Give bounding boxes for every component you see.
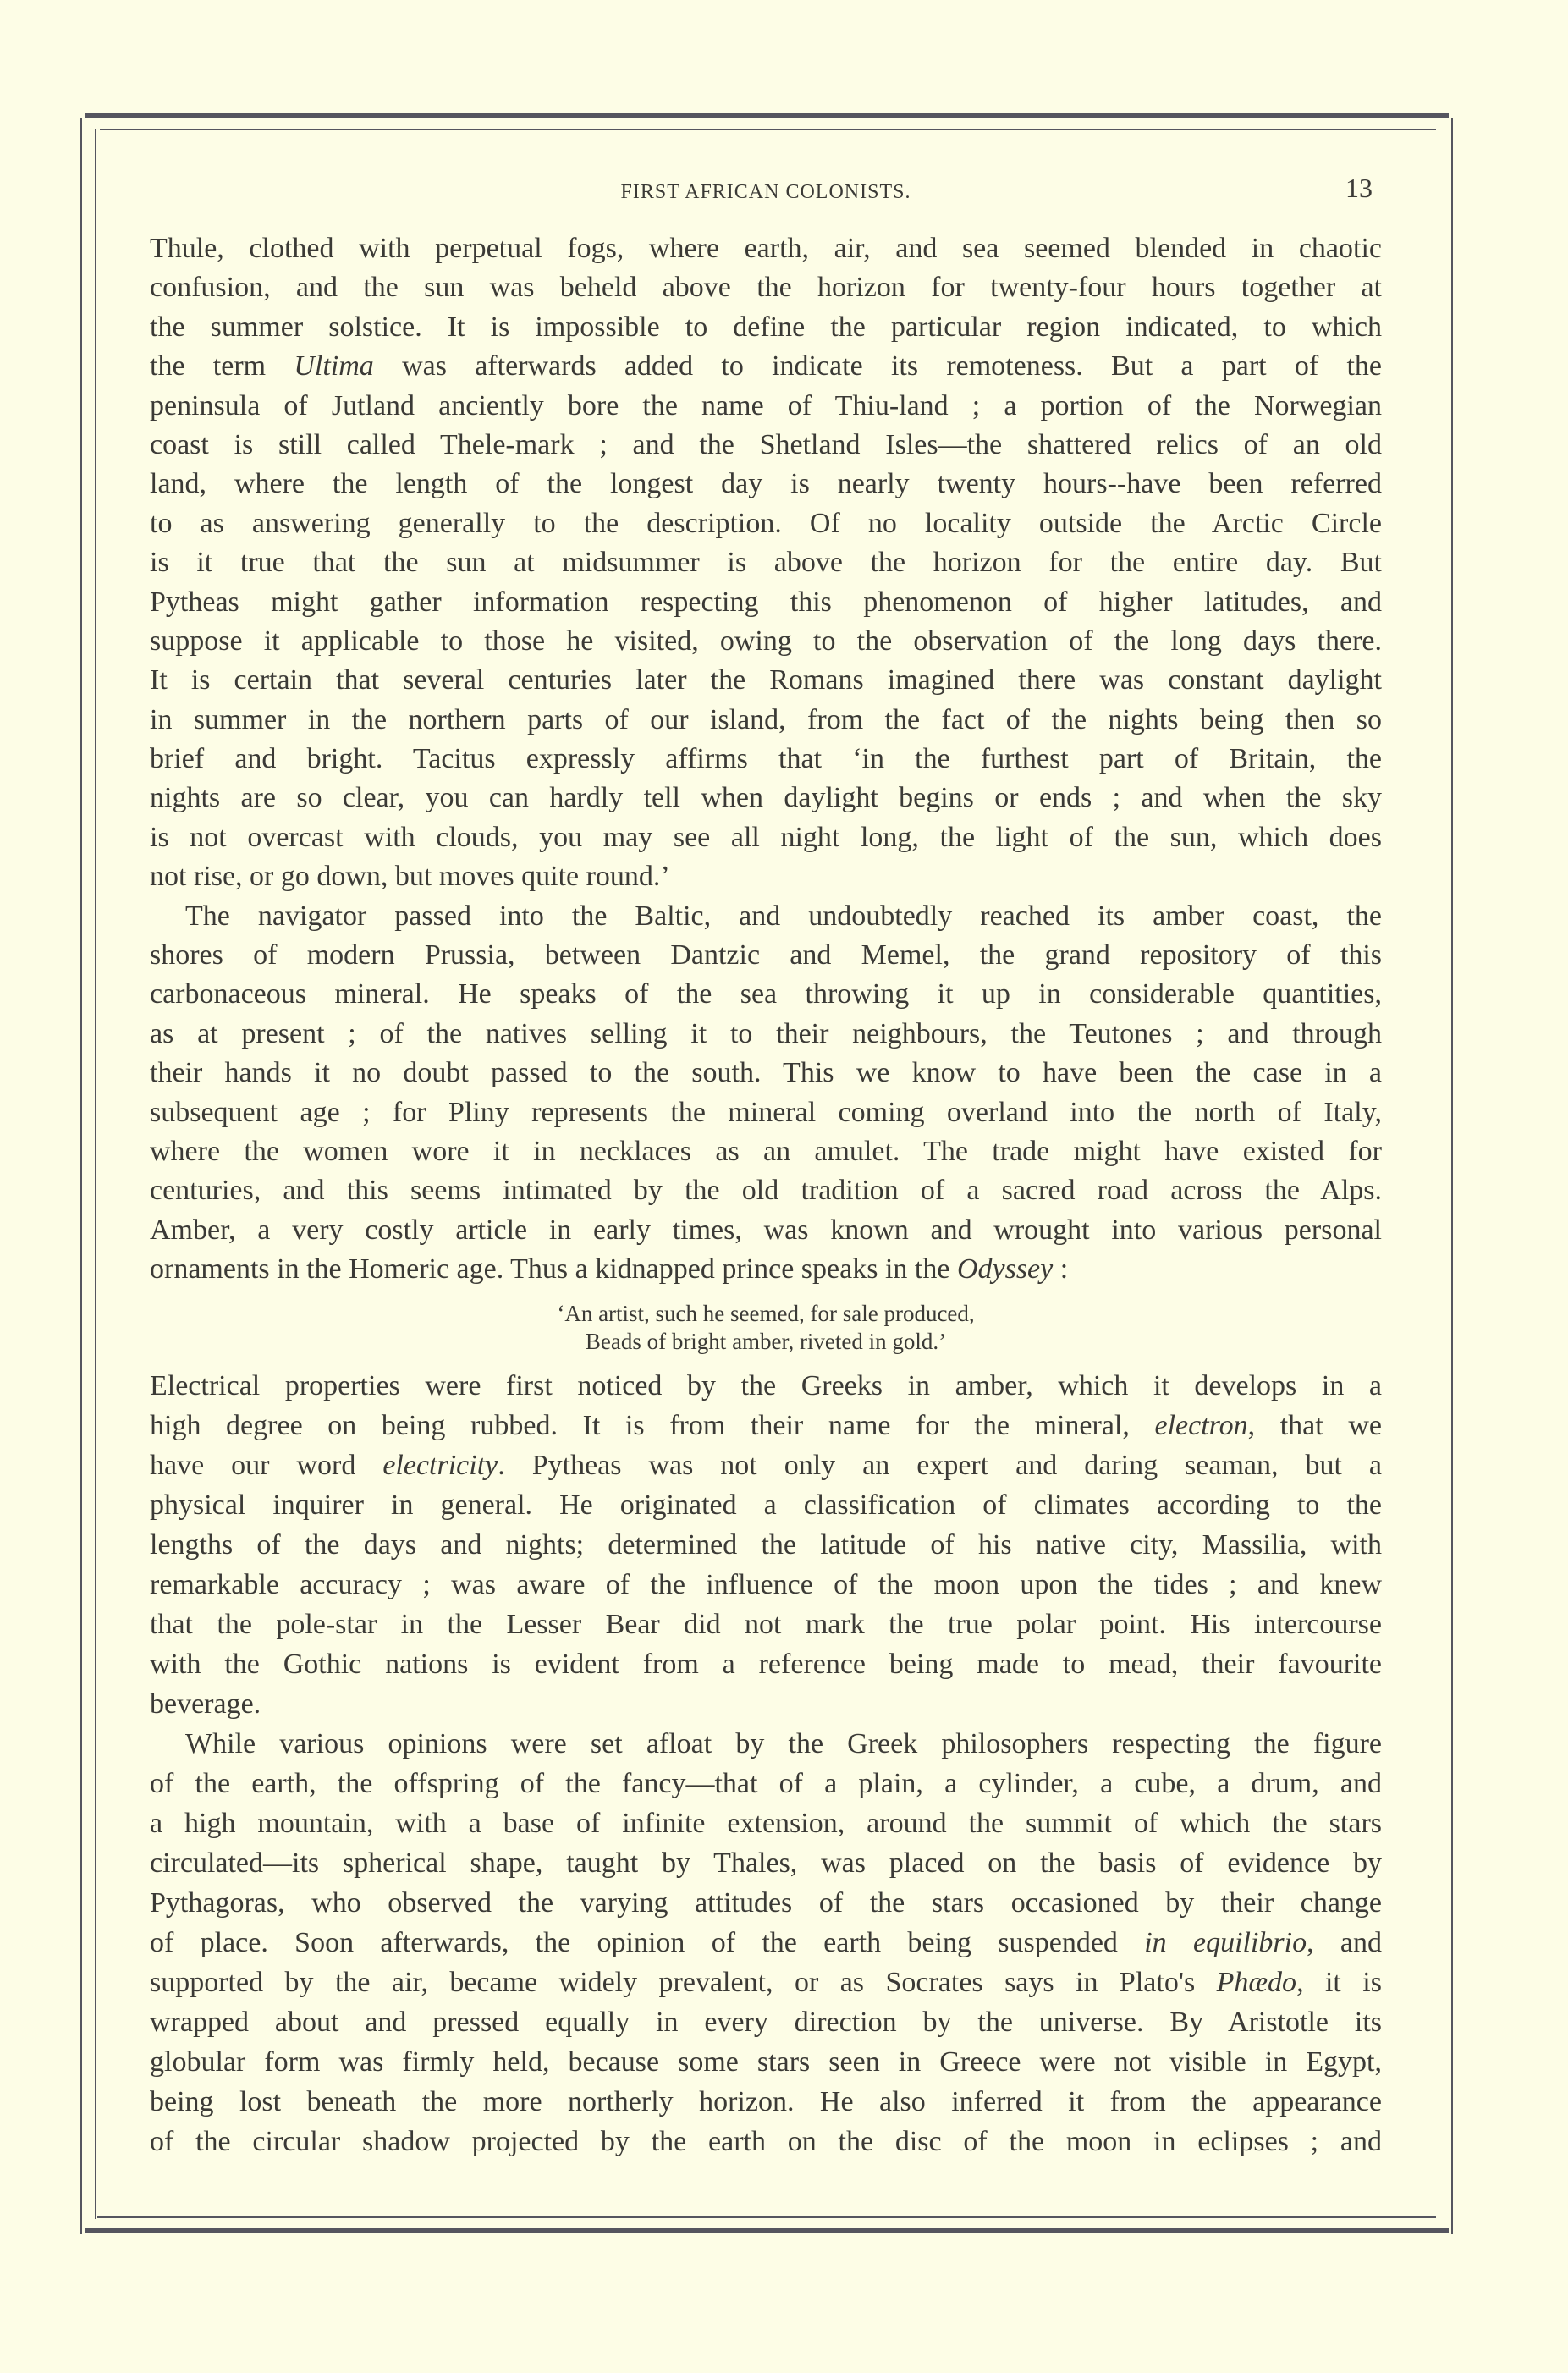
text-run: where the women wore it in necklaces as an amulet. The trade might have existed for — [150, 1135, 1382, 1167]
text-run: as at present ; of the natives selling it to their neighbours, the Teutones ; and through — [150, 1017, 1382, 1049]
text-run: , it is — [1296, 1967, 1382, 1998]
text-line — [150, 1724, 1382, 1764]
text-run: in summer in the northern parts of our island, from the fact of the nights being then so — [150, 703, 1382, 735]
quote-line: Beads of bright amber, riveted in gold.’ — [585, 1329, 947, 1354]
text-run: physical inquirer in general. He originated a classification of climates according to the — [150, 1489, 1382, 1521]
frame-top-inner-rule — [100, 129, 1436, 130]
frame-left-inner-rule — [95, 129, 96, 2219]
text-line — [150, 2082, 1382, 2122]
text-run: a high mountain, with a base of infinite extension, around the summit of which the stars — [150, 1808, 1382, 1839]
text-run: coast is still called Thele-mark ; and the Shetland Isles—the shattered relics of an old — [150, 428, 1382, 460]
text-line — [150, 936, 1382, 975]
italic-term: Odyssey — [956, 1253, 1054, 1286]
text-run: suppose it applicable to those he visited, owing to the observation of the long days there. — [150, 625, 1382, 657]
text-run: , that we — [1247, 1410, 1382, 1441]
text-run: , and — [1307, 1927, 1383, 1958]
text-run: beverage. — [150, 1688, 261, 1720]
text-line — [150, 818, 1382, 857]
text-run: Amber, a very costly article in early times, was known and wrought into various personal — [150, 1214, 1382, 1246]
text-line — [150, 504, 1382, 543]
text-line — [150, 1525, 1382, 1565]
text-line — [150, 779, 1382, 818]
text-run: remarkable accuracy ; was aware of the influence of the moon upon the tides ; and knew — [150, 1569, 1382, 1600]
text-line — [150, 1963, 1382, 2002]
text-run: globular form was firmly held, because some stars seen in Greece were not visible in Egypt, — [150, 2046, 1382, 2078]
text-line — [150, 1015, 1382, 1054]
text-run: that the pole-star in the Lesser Bear did not mark the true polar point. His intercourse — [150, 1609, 1382, 1640]
text-line — [150, 1883, 1382, 1923]
text-line — [150, 897, 1382, 936]
text-run: centuries, and this seems intimated by the old tradition of a sacred road across the Alps. — [150, 1175, 1382, 1207]
text-run: is it true that the sun at midsummer is above the horizon for the entire day. But — [150, 547, 1382, 579]
text-run: have our word — [150, 1450, 383, 1481]
text-line — [150, 2122, 1382, 2161]
text-line — [150, 2002, 1382, 2042]
text-line — [150, 1803, 1382, 1843]
text-line — [150, 387, 1382, 426]
text-line — [150, 2042, 1382, 2082]
text-line — [150, 268, 1382, 307]
text-line — [150, 1644, 1382, 1684]
text-run: brief and bright. Tacitus expressly affirms that ‘in the furthest part of Britain, the — [150, 743, 1382, 775]
text-run: wrapped about and pressed equally in every direction by the universe. By Aristotle its — [150, 2007, 1382, 2038]
text-run: While various opinions were set afloat by the Greek philosophers respecting the figure — [185, 1728, 1382, 1759]
text-run: lengths of the days and nights; determined the latitude of his native city, Massilia, with — [150, 1529, 1382, 1561]
text-line — [150, 1684, 1382, 1724]
text-line — [150, 975, 1382, 1014]
text-line — [150, 426, 1382, 465]
italic-term: in equilibrio — [1144, 1927, 1307, 1958]
text-run: Pythagoras, who observed the varying attitudes of the stars occasioned by their change — [150, 1887, 1382, 1919]
frame-bottom-inner-rule — [97, 2216, 1436, 2218]
text-line — [150, 701, 1382, 740]
text-run: circulated—its spherical shape, taught by Thales, was placed on the basis of evidence by — [150, 1847, 1382, 1879]
text-run: with the Gothic nations is evident from a reference being made to mead, their favourite — [150, 1649, 1382, 1680]
text-run: : — [1053, 1253, 1069, 1286]
italic-term: Phædo — [1216, 1967, 1297, 1998]
verse-quotation — [150, 1300, 1382, 1356]
quote-line: ‘An artist, such he seemed, for sale produced, — [557, 1301, 975, 1326]
italic-term: electron — [1154, 1410, 1248, 1441]
body-text-block-1 — [150, 229, 1382, 1290]
italic-term: electricity — [382, 1450, 498, 1481]
text-run: being lost beneath the more northerly horizon. He also inferred it from the appearance — [150, 2086, 1382, 2117]
text-run: is not overcast with clouds, you may see all night long, the light of the sun, which does — [150, 821, 1382, 853]
text-line — [150, 1843, 1382, 1883]
text-run: . Pytheas was not only an expert and daring seaman, but a — [498, 1450, 1382, 1481]
frame-bottom-outer-rule — [85, 2228, 1449, 2233]
text-line — [150, 857, 1382, 896]
text-run: ornaments in the Homeric age. Thus a kidnapped prince speaks in the — [150, 1253, 957, 1286]
text-run: to as answering generally to the description. Of no locality outside the Arctic Circle — [150, 507, 1382, 539]
text-run: land, where the length of the longest day is nearly twenty hours--have been referred — [150, 468, 1382, 500]
text-run: Thule, clothed with perpetual fogs, where earth, air, and sea seemed blended in chaotic — [150, 233, 1382, 264]
frame-right-outer-rule — [1451, 118, 1453, 2234]
text-line — [150, 543, 1382, 582]
body-text-block-2 — [150, 1366, 1382, 2161]
text-run: nights are so clear, you can hardly tell when daylight begins or ends ; and when the sky — [150, 782, 1382, 814]
text-line — [150, 1054, 1382, 1093]
page-number: 13 — [1345, 173, 1373, 203]
italic-term: Ultima — [294, 350, 374, 383]
text-line — [150, 1406, 1382, 1445]
text-line — [150, 1132, 1382, 1171]
text-run: carbonaceous mineral. He speaks of the sea throwing it up in considerable quantities, — [150, 978, 1382, 1010]
text-line — [150, 583, 1382, 622]
text-run: Pytheas might gather information respecting this phenomenon of higher latitudes, and — [150, 586, 1382, 618]
text-run: high degree on being rubbed. It is from their name for the mineral, — [150, 1410, 1155, 1441]
text-line — [150, 1211, 1382, 1250]
text-line — [150, 1445, 1382, 1485]
frame-left-outer-rule — [80, 118, 82, 2234]
text-run: It is certain that several centuries later the Romans imagined there was constant daylight — [150, 664, 1382, 696]
text-line — [150, 1485, 1382, 1525]
text-line — [150, 1565, 1382, 1605]
running-header: FIRST AFRICAN COLONISTS. — [620, 181, 911, 203]
text-run: not rise, or go down, but moves quite round.’ — [150, 861, 670, 893]
text-line — [150, 1923, 1382, 1963]
text-line — [150, 1250, 1382, 1289]
text-run: of the earth, the offspring of the fancy—that of a plain, a cylinder, a cube, a drum, and — [150, 1768, 1382, 1799]
text-line — [150, 1093, 1382, 1132]
text-run: their hands it no doubt passed to the south. This we know to have been the case in a — [150, 1057, 1382, 1089]
frame-top-outer-rule — [85, 113, 1449, 118]
text-line — [150, 622, 1382, 661]
text-run: supported by the air, became widely prevalent, or as Socrates says in Plato's — [150, 1967, 1217, 1998]
text-run: the summer solstice. It is impossible to define the particular region indicated, to which — [150, 311, 1382, 343]
text-run: peninsula of Jutland anciently bore the name of Thiu-land ; a portion of the Norwegian — [150, 389, 1382, 421]
text-run: confusion, and the sun was beheld above the horizon for twenty-four hours together at — [150, 272, 1382, 304]
text-line — [150, 1764, 1382, 1803]
text-run: was afterwards added to indicate its remoteness. But a part of the — [373, 350, 1382, 383]
text-line — [150, 347, 1382, 386]
text-line — [150, 661, 1382, 700]
text-run: subsequent age ; for Pliny represents the mineral coming overland into the north of Italy, — [150, 1096, 1382, 1128]
text-run: of place. Soon afterwards, the opinion of the earth being suspended — [150, 1927, 1145, 1958]
text-line — [150, 1605, 1382, 1644]
text-run: Electrical properties were first noticed by the Greeks in amber, which it develops in a — [150, 1370, 1382, 1401]
text-line — [150, 229, 1382, 268]
text-line — [150, 308, 1382, 347]
text-run: of the circular shadow projected by the earth on the disc of the moon in eclipses ; and — [150, 2126, 1382, 2157]
text-line — [150, 1171, 1382, 1210]
text-run: shores of modern Prussia, between Dantzic and Memel, the grand repository of this — [150, 939, 1382, 972]
text-line — [150, 1366, 1382, 1406]
text-run: The navigator passed into the Baltic, and undoubtedly reached its amber coast, the — [185, 900, 1382, 932]
text-line — [150, 740, 1382, 779]
text-line — [150, 465, 1382, 504]
text-run: the term — [150, 350, 294, 383]
